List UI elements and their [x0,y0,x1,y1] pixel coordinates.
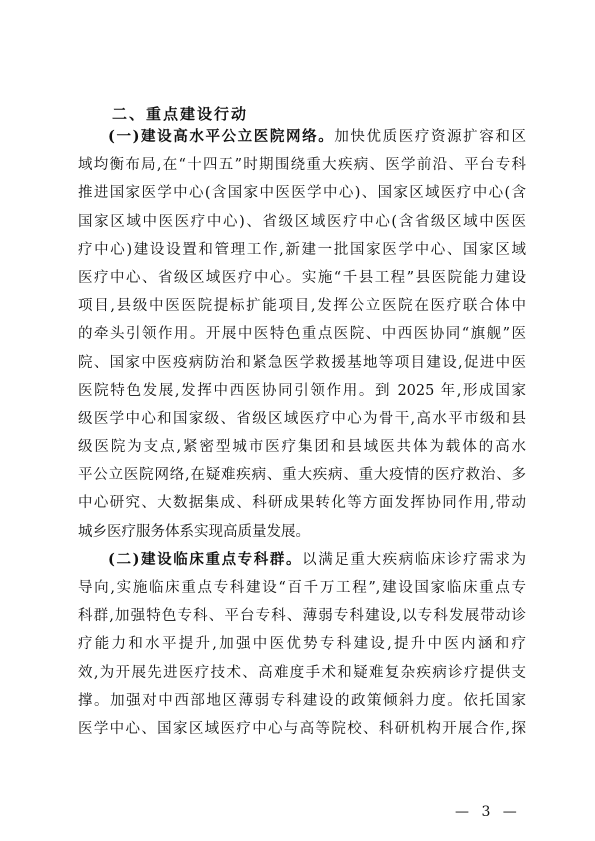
paragraph-line: 的牵头引领作用。开展中医特色重点医院、中西医协同“旗舰”医 [78,326,526,343]
paragraph-line: 撑。加强对中西部地区薄弱专科建设的政策倾斜力度。依托国家 [78,692,526,709]
paragraph-line: 平公立医院网络,在疑难疾病、重大疾病、重大疫情的医疗救治、多 [78,467,526,484]
page-number: — 3 — [455,804,521,820]
paragraph-line: 中心研究、大数据集成、科研成果转化等方面发挥协同作用,带动 [78,495,526,512]
paragraph-line: (一)建设高水平公立医院网络。加快优质医疗资源扩容和区 [108,128,526,145]
paragraph-1 [78,123,526,546]
paragraph-line: 级医学中心和国家级、省级区域医疗中心为骨干,高水平市级和县 [78,410,526,427]
paragraph-line: 项目,县级中医医院提标扩能项目,发挥公立医院在医疗联合体中 [78,298,526,315]
body-text [78,123,526,743]
paragraph-line: 疗中心)建设设置和管理工作,新建一批国家医学中心、国家区域 [78,241,526,258]
section-heading: 二、重点建设行动 [112,105,249,123]
paragraph-line: 医学中心、国家区域医疗中心与高等院校、科研机构开展合作,探 [78,720,526,737]
paragraph-line: 医疗中心、省级区域医疗中心。实施“千县工程”县医院能力建设 [78,269,526,286]
paragraph-line: 国家区域中医医疗中心)、省级区域医疗中心(含省级区域中医医 [78,213,526,230]
paragraph-line: 城乡医疗服务体系实现高质量发展。 [78,523,310,540]
paragraph-line: 推进国家医学中心(含国家中医医学中心)、国家区域医疗中心(含 [78,185,526,202]
paragraph-line: 科群,加强特色专科、平台专科、薄弱专科建设,以专科发展带动诊 [78,608,526,625]
paragraph-line: 域均衡布局,在“十四五”时期围绕重大疾病、医学前沿、平台专科 [78,157,526,174]
paragraph-2 [78,546,526,743]
paragraph-line: 疗能力和水平提升,加强中医优势专科建设,提升中医内涵和疗 [78,636,526,653]
paragraph-line: 级医院为支点,紧密型城市医疗集团和县域医共体为载体的高水 [78,439,526,456]
paragraph-line: 导向,实施临床重点专科建设“百千万工程”,建设国家临床重点专 [78,580,526,596]
paragraph-line: 医院特色发展,发挥中西医协同引领作用。到 2025 年,形成国家 [78,382,526,399]
paragraph-line: 效,为开展先进医疗技术、高难度手术和疑难复杂疾病诊疗提供支 [78,664,526,681]
paragraph-lead: (一)建设高水平公立医院网络。 [108,128,335,145]
paragraph-line: 院、国家中医疫病防治和紧急医学救援基地等项目建设,促进中医 [78,354,526,371]
paragraph-lead: (二)建设临床重点专科群。 [108,550,303,568]
paragraph-line: (二)建设临床重点专科群。以满足重大疾病临床诊疗需求为 [108,550,526,568]
